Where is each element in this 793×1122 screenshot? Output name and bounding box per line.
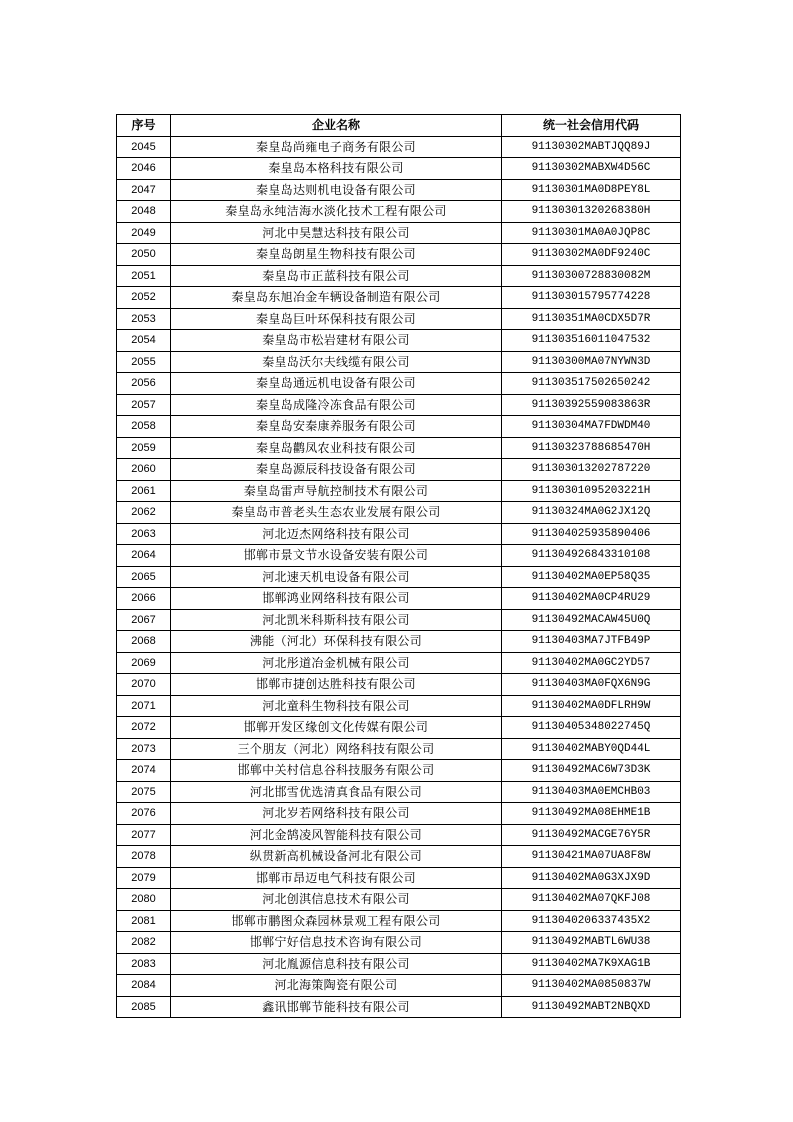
credit-code-cell: 91130351MA0CDX5D7R — [502, 308, 681, 330]
enterprise-name-cell: 秦皇岛市普老头生态农业发展有限公司 — [171, 502, 502, 524]
serial-number-cell: 2062 — [117, 502, 171, 524]
enterprise-name-cell: 河北创淇信息技术有限公司 — [171, 889, 502, 911]
serial-number-cell: 2081 — [117, 910, 171, 932]
credit-code-cell: 91130402MA0GC2YD57 — [502, 652, 681, 674]
enterprise-name-cell: 纵贯新高机械设备河北有限公司 — [171, 846, 502, 868]
credit-code-cell: 91130402MA0CP4RU29 — [502, 588, 681, 610]
credit-code-cell: 91130301MA0A0JQP8C — [502, 222, 681, 244]
serial-number-cell: 2083 — [117, 953, 171, 975]
enterprise-name-cell: 三个朋友（河北）网络科技有限公司 — [171, 738, 502, 760]
table-row — [117, 695, 681, 717]
serial-number-cell: 2048 — [117, 201, 171, 223]
serial-number-cell: 2046 — [117, 158, 171, 180]
credit-code-cell: 91130402MABY0QD44L — [502, 738, 681, 760]
serial-number-cell: 2073 — [117, 738, 171, 760]
serial-number-cell: 2070 — [117, 674, 171, 696]
table-row — [117, 824, 681, 846]
serial-number-cell: 2047 — [117, 179, 171, 201]
serial-number-cell: 2075 — [117, 781, 171, 803]
serial-number-cell: 2066 — [117, 588, 171, 610]
serial-number-cell: 2065 — [117, 566, 171, 588]
enterprise-name-cell: 邯郸鸿业网络科技有限公司 — [171, 588, 502, 610]
table-body — [117, 136, 681, 1018]
serial-number-cell: 2078 — [117, 846, 171, 868]
enterprise-name-cell: 河北童科生物科技有限公司 — [171, 695, 502, 717]
credit-code-cell: 91130492MAC6W73D3K — [502, 760, 681, 782]
serial-number-cell: 2069 — [117, 652, 171, 674]
credit-code-cell: 91130301MA0D8PEY8L — [502, 179, 681, 201]
enterprise-name-cell: 河北中昊慧达科技有限公司 — [171, 222, 502, 244]
table-row — [117, 781, 681, 803]
table-row — [117, 588, 681, 610]
table-row — [117, 674, 681, 696]
serial-number-cell: 2056 — [117, 373, 171, 395]
serial-number-cell: 2077 — [117, 824, 171, 846]
table-row — [117, 394, 681, 416]
serial-number-cell: 2074 — [117, 760, 171, 782]
serial-number-cell: 2061 — [117, 480, 171, 502]
serial-number-cell: 2052 — [117, 287, 171, 309]
credit-code-cell: 91130402MA07QKFJ08 — [502, 889, 681, 911]
enterprise-name-cell: 河北速天机电设备有限公司 — [171, 566, 502, 588]
credit-code-cell: 911304926843310108 — [502, 545, 681, 567]
credit-code-cell: 91130405348022745Q — [502, 717, 681, 739]
enterprise-name-cell: 河北金鹄凌风智能科技有限公司 — [171, 824, 502, 846]
header-enterprise-name: 企业名称 — [171, 115, 502, 137]
serial-number-cell: 2067 — [117, 609, 171, 631]
credit-code-cell: 91130302MABXW4D56C — [502, 158, 681, 180]
credit-code-cell: 91130301095203221H — [502, 480, 681, 502]
credit-code-cell: 91130492MABTL6WU38 — [502, 932, 681, 954]
serial-number-cell: 2064 — [117, 545, 171, 567]
serial-number-cell: 2059 — [117, 437, 171, 459]
serial-number-cell: 2071 — [117, 695, 171, 717]
credit-code-cell: 91130402MA0850837W — [502, 975, 681, 997]
table-row — [117, 609, 681, 631]
enterprise-name-cell: 秦皇岛朗星生物科技有限公司 — [171, 244, 502, 266]
credit-code-cell: 91130403MA0EMCHB03 — [502, 781, 681, 803]
serial-number-cell: 2051 — [117, 265, 171, 287]
serial-number-cell: 2085 — [117, 996, 171, 1018]
table-row — [117, 136, 681, 158]
enterprise-name-cell: 河北凯米科斯科技有限公司 — [171, 609, 502, 631]
serial-number-cell: 2082 — [117, 932, 171, 954]
serial-number-cell: 2058 — [117, 416, 171, 438]
table-row — [117, 158, 681, 180]
serial-number-cell: 2076 — [117, 803, 171, 825]
table-row — [117, 996, 681, 1018]
table-row — [117, 738, 681, 760]
credit-code-cell: 91130324MA0G2JX12Q — [502, 502, 681, 524]
enterprise-name-cell: 秦皇岛巨叶环保科技有限公司 — [171, 308, 502, 330]
enterprise-name-cell: 邯郸中关村信息谷科技服务有限公司 — [171, 760, 502, 782]
enterprise-name-cell: 秦皇岛尚雍电子商务有限公司 — [171, 136, 502, 158]
table-row — [117, 244, 681, 266]
enterprise-name-cell: 邯郸市捷创达胜科技有限公司 — [171, 674, 502, 696]
serial-number-cell: 2068 — [117, 631, 171, 653]
table-row — [117, 265, 681, 287]
credit-code-cell: 91130492MACAW45U0Q — [502, 609, 681, 631]
credit-code-cell: 91130323788685470H — [502, 437, 681, 459]
credit-code-cell: 91130403MA7JTFB49P — [502, 631, 681, 653]
table-row — [117, 437, 681, 459]
credit-code-cell: 91130402MA7K9XAG1B — [502, 953, 681, 975]
table-row — [117, 889, 681, 911]
credit-code-cell: 91130302MABTJQQ89J — [502, 136, 681, 158]
table-row — [117, 803, 681, 825]
enterprise-name-cell: 秦皇岛源辰科技设备有限公司 — [171, 459, 502, 481]
enterprise-name-cell: 沸能（河北）环保科技有限公司 — [171, 631, 502, 653]
enterprise-name-cell: 河北邯雪优选清真食品有限公司 — [171, 781, 502, 803]
table-row — [117, 308, 681, 330]
table-row — [117, 523, 681, 545]
table-row — [117, 373, 681, 395]
credit-code-cell: 91130421MA07UA8F8W — [502, 846, 681, 868]
enterprise-name-cell: 鑫讯邯郸节能科技有限公司 — [171, 996, 502, 1018]
table-row — [117, 416, 681, 438]
credit-code-cell: 9113040206337435X2 — [502, 910, 681, 932]
serial-number-cell: 2055 — [117, 351, 171, 373]
credit-code-cell: 911303517502650242 — [502, 373, 681, 395]
enterprise-name-cell: 秦皇岛成隆冷冻食品有限公司 — [171, 394, 502, 416]
serial-number-cell: 2079 — [117, 867, 171, 889]
enterprise-name-cell: 邯郸市鹏图众森园林景观工程有限公司 — [171, 910, 502, 932]
credit-code-cell: 91130392559083863R — [502, 394, 681, 416]
enterprise-name-cell: 河北胤源信息科技有限公司 — [171, 953, 502, 975]
enterprise-name-cell: 秦皇岛东旭冶金车辆设备制造有限公司 — [171, 287, 502, 309]
credit-code-cell: 911303516011047532 — [502, 330, 681, 352]
serial-number-cell: 2054 — [117, 330, 171, 352]
table-row — [117, 222, 681, 244]
enterprise-name-cell: 河北岁若网络科技有限公司 — [171, 803, 502, 825]
table-row — [117, 932, 681, 954]
credit-code-cell: 91130300728830082M — [502, 265, 681, 287]
table-row — [117, 502, 681, 524]
enterprise-name-cell: 河北海策陶瓷有限公司 — [171, 975, 502, 997]
table-row — [117, 480, 681, 502]
serial-number-cell: 2049 — [117, 222, 171, 244]
credit-code-cell: 91130301320268380H — [502, 201, 681, 223]
serial-number-cell: 2084 — [117, 975, 171, 997]
credit-code-cell: 91130403MA0FQX6N9G — [502, 674, 681, 696]
table-row — [117, 975, 681, 997]
table-row — [117, 910, 681, 932]
enterprise-name-cell: 秦皇岛本格科技有限公司 — [171, 158, 502, 180]
credit-code-cell: 911303013202787220 — [502, 459, 681, 481]
table-row — [117, 566, 681, 588]
table-row — [117, 179, 681, 201]
credit-code-cell: 91130402MA0DFLRH9W — [502, 695, 681, 717]
serial-number-cell: 2080 — [117, 889, 171, 911]
table-row — [117, 953, 681, 975]
serial-number-cell: 2050 — [117, 244, 171, 266]
enterprise-table — [116, 114, 681, 1018]
credit-code-cell: 91130402MA0G3XJX9D — [502, 867, 681, 889]
credit-code-cell: 91130302MA0DF9240C — [502, 244, 681, 266]
table-row — [117, 351, 681, 373]
enterprise-name-cell: 秦皇岛雷声导航控制技术有限公司 — [171, 480, 502, 502]
credit-code-cell: 91130402MA0EP58Q35 — [502, 566, 681, 588]
table-row — [117, 631, 681, 653]
table-row — [117, 717, 681, 739]
enterprise-name-cell: 秦皇岛市正蓝科技有限公司 — [171, 265, 502, 287]
serial-number-cell: 2057 — [117, 394, 171, 416]
enterprise-name-cell: 邯郸宁好信息技术咨询有限公司 — [171, 932, 502, 954]
table-row — [117, 459, 681, 481]
enterprise-name-cell: 秦皇岛安秦康养服务有限公司 — [171, 416, 502, 438]
enterprise-name-cell: 秦皇岛鹳凤农业科技有限公司 — [171, 437, 502, 459]
table-row — [117, 545, 681, 567]
table-row — [117, 867, 681, 889]
table-row — [117, 760, 681, 782]
enterprise-name-cell: 邯郸开发区缘创文化传媒有限公司 — [171, 717, 502, 739]
enterprise-name-cell: 秦皇岛市松岩建材有限公司 — [171, 330, 502, 352]
table-row — [117, 287, 681, 309]
credit-code-cell: 91130492MACGE76Y5R — [502, 824, 681, 846]
header-credit-code: 统一社会信用代码 — [502, 115, 681, 137]
serial-number-cell: 2060 — [117, 459, 171, 481]
serial-number-cell: 2053 — [117, 308, 171, 330]
enterprise-list-sheet — [116, 114, 680, 1018]
enterprise-name-cell: 邯郸市昂迈电气科技有限公司 — [171, 867, 502, 889]
credit-code-cell: 911303015795774228 — [502, 287, 681, 309]
table-row — [117, 652, 681, 674]
serial-number-cell: 2063 — [117, 523, 171, 545]
serial-number-cell: 2045 — [117, 136, 171, 158]
enterprise-name-cell: 邯郸市景文节水设备安装有限公司 — [171, 545, 502, 567]
table-row — [117, 201, 681, 223]
credit-code-cell: 91130492MA08EHME1B — [502, 803, 681, 825]
table-row — [117, 330, 681, 352]
enterprise-name-cell: 秦皇岛通远机电设备有限公司 — [171, 373, 502, 395]
enterprise-name-cell: 河北迈杰网络科技有限公司 — [171, 523, 502, 545]
header-serial-number: 序号 — [117, 115, 171, 137]
credit-code-cell: 911304025935890406 — [502, 523, 681, 545]
table-header-row — [117, 115, 681, 137]
credit-code-cell: 91130492MABT2NBQXD — [502, 996, 681, 1018]
table-row — [117, 846, 681, 868]
enterprise-name-cell: 河北彤道冶金机械有限公司 — [171, 652, 502, 674]
enterprise-name-cell: 秦皇岛沃尔夫线缆有限公司 — [171, 351, 502, 373]
serial-number-cell: 2072 — [117, 717, 171, 739]
credit-code-cell: 91130300MA07NYWN3D — [502, 351, 681, 373]
credit-code-cell: 91130304MA7FDWDM40 — [502, 416, 681, 438]
enterprise-name-cell: 秦皇岛永纯洁海水淡化技术工程有限公司 — [171, 201, 502, 223]
enterprise-name-cell: 秦皇岛达则机电设备有限公司 — [171, 179, 502, 201]
